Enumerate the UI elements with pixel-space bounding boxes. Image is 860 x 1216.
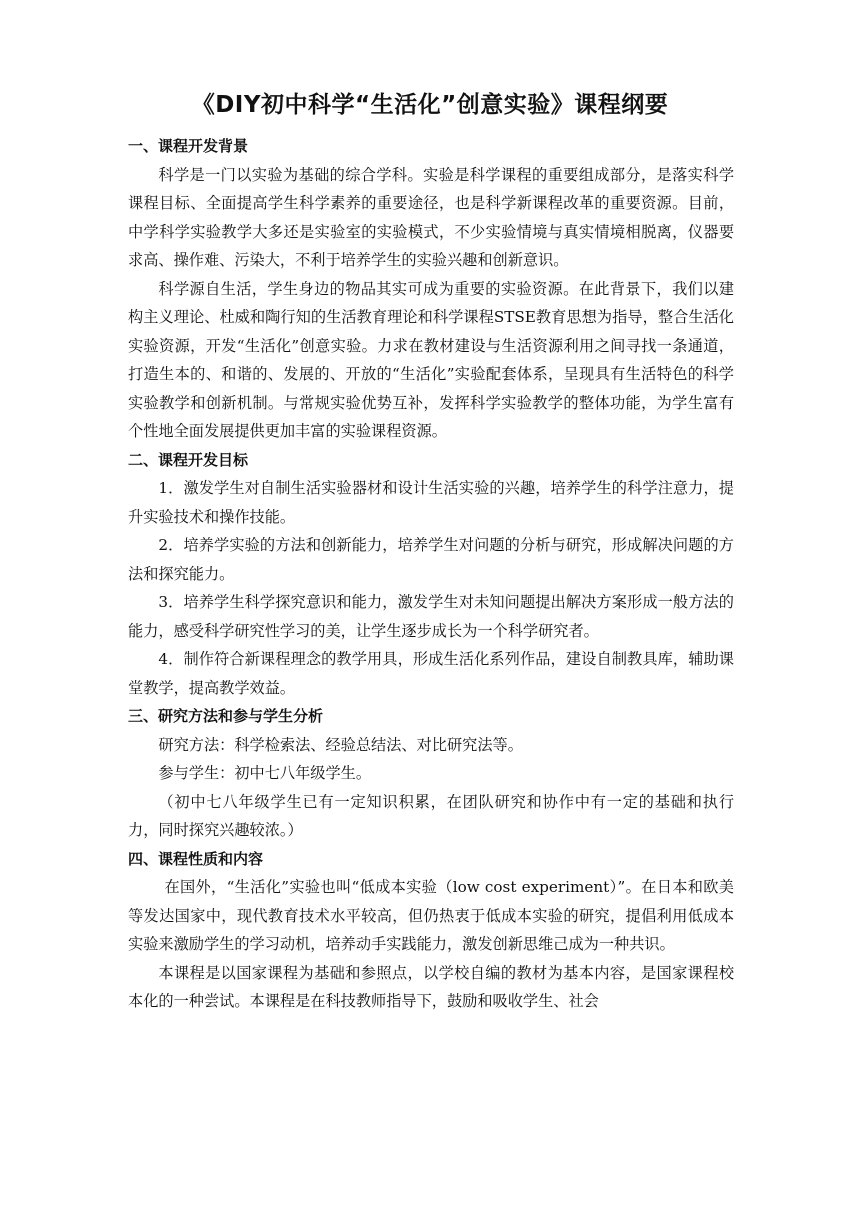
list-item: 4．制作符合新课程理念的教学用具，形成生活化系列作品，建设自制教具库，辅助课堂教学，提高教学效益。 xyxy=(128,650,734,697)
paragraph: 参与学生：初中七八年级学生。 xyxy=(158,764,372,782)
document-body xyxy=(128,132,734,1016)
section-goals xyxy=(128,446,734,703)
section-methods xyxy=(128,702,734,845)
section-heading: 二、课程开发目标 xyxy=(128,450,249,469)
paragraph: 本课程是以国家课程为基础和参照点，以学校自编的教材为基本内容，是国家课程校本化的一种尝试。本课程是在科技教师指导下，鼓励和吸收学生、社会 xyxy=(128,963,734,1010)
document-title: 《DIY初中科学“生活化”创意实验》课程纲要 xyxy=(191,92,669,118)
list-item: 3．培养学生科学探究意识和能力，激发学生对未知问题提出解决方案形成一般方法的能力，感受科学研究性学习的美，让学生逐步成长为一个科学研究者。 xyxy=(128,593,734,640)
list-item: 1．激发学生对自制生活实验器材和设计生活实验的兴趣，培养学生的科学注意力，提升实验技术和操作技能。 xyxy=(128,479,734,526)
paragraph: 在国外，“生活化”实验也叫“低成本实验（low cost experiment）”。在日本和欧美等发达国家中，现代教育技术水平较高，但仍热衷于低成本实验的研究，提倡利用低成本实验来激励学生的学习动机，培养动手实践能力，激发创新思维己成为一种共识。 xyxy=(128,878,734,953)
paragraph: 研究方法：科学检索法、经验总结法、对比研究法等。 xyxy=(158,735,523,754)
section-background xyxy=(128,132,734,446)
paragraph: 科学源自生活，学生身边的物品其实可成为重要的实验资源。在此背景下，我们以建构主义理论、杜威和陶行知的生活教育理论和科学课程STSE教育思想为指导，整合生活化实验资源，开发“生活化”创意实验。力求在教材建设与生活资源利用之间寻找一条通道，打造生本的、和谐的、发展的、开放的“生活化”实验配套体系，呈现具有生活特色的科学实验教学和创新机制。与常规实验优势互补，发挥科学实验教学的整体功能，为学生富有个性地全面发展提供更加丰富的实验课程资源。 xyxy=(128,279,734,440)
paragraph: （初中七八年级学生已有一定知识积累，在团队研究和协作中有一定的基础和执行力，同时探究兴趣较浓。） xyxy=(128,792,734,839)
section-heading: 四、课程性质和内容 xyxy=(128,849,264,868)
section-nature-content xyxy=(128,845,734,1016)
section-heading: 一、课程开发背景 xyxy=(128,137,249,155)
list-item: 2．培养学实验的方法和创新能力，培养学生对问题的分析与研究，形成解决问题的方法和探究能力。 xyxy=(128,536,734,583)
paragraph: 科学是一门以实验为基础的综合学科。实验是科学课程的重要组成部分，是落实科学课程目标、全面提高学生科学素养的重要途径，也是科学新课程改革的重要资源。目前，中学科学实验教学大多还是实验室的实验模式，不少实验情境与真实情境相脱离，仪器要求高、操作难、污染大，不利于培养学生的实验兴趣和创新意识。 xyxy=(128,165,734,269)
section-heading: 三、研究方法和参与学生分析 xyxy=(128,707,324,725)
